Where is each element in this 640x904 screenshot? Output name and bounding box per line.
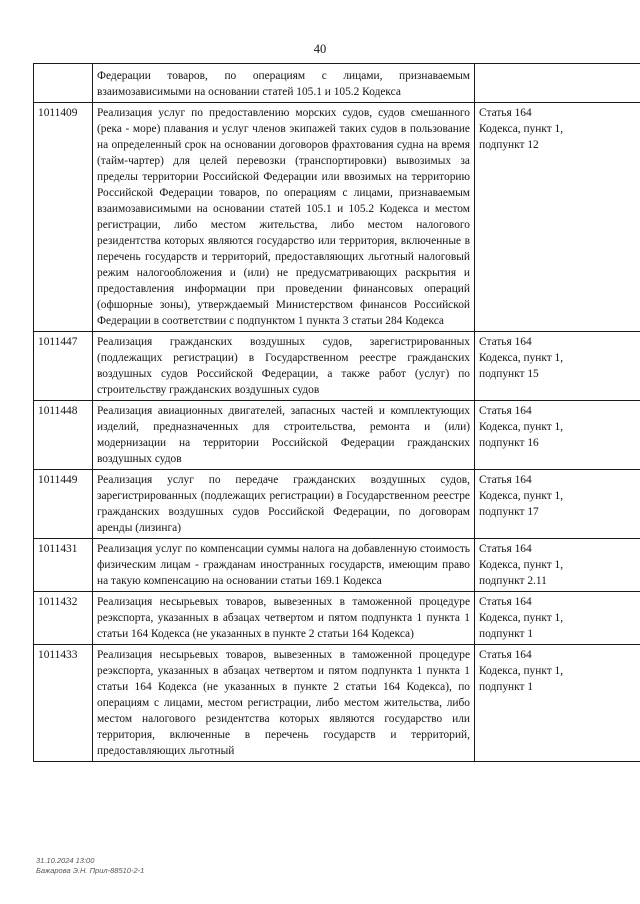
table-row [34, 64, 640, 103]
legal-reference: Статья 164 Кодекса, пункт 1, подпункт 15 [475, 332, 640, 401]
page-number: 40 [313, 42, 327, 56]
legal-reference: Статья 164 Кодекса, пункт 1, подпункт 2.11 [475, 539, 640, 592]
operation-description: Реализация несырьевых товаров, вывезенных в таможенной процедуре реэкспорта, указанных в абзацах четвертом и пятом подпункта 1 пункта 1 статьи 164 Кодекса (не указанных в пункте 2 статьи 164 Кодекса), по операциям с лицами, местом регистрации, либо местом жительства, либо местом налогового резидентства которых являются государство или территория, включенные в перечень государств и территорий, предоставляющих льготный [93, 645, 475, 762]
operation-code: 1011432 [34, 592, 93, 645]
legal-reference: Статья 164 Кодекса, пункт 1, подпункт 1 [475, 645, 640, 762]
table-row [34, 470, 640, 539]
table-row [34, 539, 640, 592]
operation-description: Реализация услуг по предоставлению морских судов, судов смешанного (река - море) плавания и услуг членов экипажей таких судов в пользование на определенный срок на основании договоров фрахтования судна на время (тайм-чартер) для целей перевозки (транспортировки) вывозимых за пределы территории Российской Федерации или ввозимых на территорию Российской Федерации товаров, по операциям с лицами, признаваемым взаимозависимыми на основании статей 105.1 и 105.2 Кодекса и местом регистрации, либо местом жительства, либо местом налогового резидентства которых являются государство или территория, включенные в перечень государств и территорий, предоставляющих льготный налоговый режим налогообложения и (или) не предусматривающих раскрытия и предоставления информации при проведении финансовых операций (офшорные зоны), утверждаемый Министерством финансов Российской Федерации в соответствии с подпунктом 1 пункта 3 статьи 284 Кодекса [93, 103, 475, 332]
operation-description: Реализация гражданских воздушных судов, зарегистрированных (подлежащих регистрации) в Государственном реестре гражданских воздушных судов Российской Федерации, а также работ (услуг) по строительству гражданских воздушных судов [93, 332, 475, 401]
stamp-date: 31.10.2024 13:00 [36, 856, 95, 865]
table-row [34, 401, 640, 470]
legal-reference: Статья 164 Кодекса, пункт 1, подпункт 16 [475, 401, 640, 470]
operation-description: Реализация услуг по компенсации суммы налога на добавленную стоимость физическим лицам - гражданам иностранных государств, имеющим право на такую компенсацию на основании статьи 169.1 Кодекса [93, 539, 475, 592]
legal-reference: Статья 164 Кодекса, пункт 1, подпункт 12 [475, 103, 640, 332]
table-row [34, 103, 640, 332]
legal-reference: Статья 164 Кодекса, пункт 1, подпункт 17 [475, 470, 640, 539]
operation-code: 1011448 [34, 401, 93, 470]
operation-code: 1011431 [34, 539, 93, 592]
operation-description: Реализация несырьевых товаров, вывезенных в таможенной процедуре реэкспорта, указанных в абзацах четвертом и пятом подпункта 1 пункта 1 статьи 164 Кодекса (не указанных в пункте 2 статьи 164 Кодекса) [93, 592, 475, 645]
operation-code: 1011447 [34, 332, 93, 401]
table-row [34, 332, 640, 401]
operation-code: 1011433 [34, 645, 93, 762]
legal-reference: Статья 164 Кодекса, пункт 1, подпункт 1 [475, 592, 640, 645]
stamp-author: Бажарова Э.Н. Прил-88510-2-1 [36, 866, 145, 875]
table-row [34, 592, 640, 645]
operation-code [34, 64, 93, 103]
document-stamp [36, 856, 144, 876]
operation-description: Реализация авиационных двигателей, запасных частей и комплектующих изделий, предназначенных для строительства, ремонта и (или) модернизации на территории Российской Федерации гражданских воздушных судов [93, 401, 475, 470]
legal-reference [475, 64, 640, 103]
operation-description: Федерации товаров, по операциям с лицами, признаваемым взаимозависимыми на основании статей 105.1 и 105.2 Кодекса [93, 64, 475, 103]
operation-code: 1011409 [34, 103, 93, 332]
operation-description: Реализация услуг по передаче гражданских воздушных судов, зарегистрированных (подлежащих регистрации) в Государственном реестре гражданских воздушных судов Российской Федерации, по договорам аренды (лизинга) [93, 470, 475, 539]
operation-code: 1011449 [34, 470, 93, 539]
table-row [34, 645, 640, 762]
tax-code-table [33, 63, 640, 762]
